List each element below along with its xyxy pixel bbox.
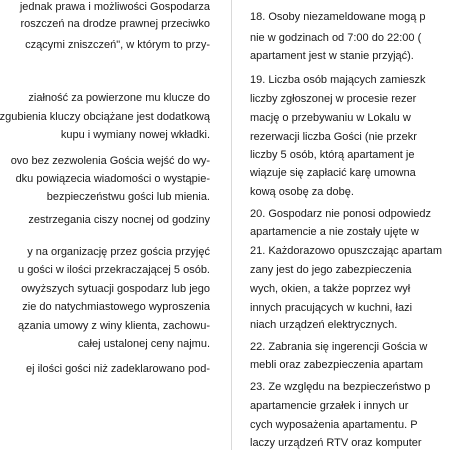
left-text-line: roszczeń na drodze prawnej przeciwko (20, 18, 210, 30)
right-text-line: niach urządzeń elektrycznych. (250, 319, 398, 331)
left-text-line: zestrzegania ciszy nocnej od godziny (28, 214, 210, 226)
left-text-line: u gości w ilości przekraczającej 5 osób. (18, 264, 210, 276)
right-text-line: mację o przebywaniu w Lokalu w (250, 112, 411, 124)
left-text-line: jednak prawa i możliwości Gospodarza (19, 1, 210, 13)
column-divider (231, 0, 232, 450)
left-text-line: czącymi zniszczeń", w którym to przy- (25, 39, 210, 51)
left-text-line: owyższych sytuacji gospodarz lub jego (21, 283, 210, 295)
left-text-line: ziałność za powierzone mu klucze do (28, 92, 210, 104)
right-text-line: 19. Liczba osób mających zamieszk (250, 74, 426, 86)
right-text-line: zany jest do jego zabezpieczenia (250, 264, 412, 276)
right-text-line: 20. Gospodarz nie ponosi odpowiedz (250, 208, 432, 220)
left-text-line: ovo bez zezwolenia Gościa wejść do wy- (10, 155, 210, 167)
left-text-line: całej ustalonej ceny najmu. (77, 338, 210, 350)
right-text-line: liczby 5 osób, którą apartament je (250, 149, 415, 161)
right-text-line: wych, okien, a także poprzez wył (250, 283, 411, 295)
left-text-line: zie do natychmiastowego wyproszenia (22, 301, 210, 313)
left-text-line: y na organizację przez gościa przyjęć (27, 246, 210, 258)
right-text-line: wiązuje się zapłacić karę umowna (250, 167, 416, 179)
left-text-line: dku powiązecia wiadomości o wystąpie- (15, 173, 210, 185)
right-text-line: 21. Każdorazowo opuszczając apartam (250, 245, 442, 257)
left-text-line: kupu i wymiany nowej wkładki. (60, 129, 210, 141)
right-text-line: 22. Zabrania się ingerencji Gościa w (250, 341, 428, 353)
left-text-line: zgubienia kluczy obciążane jest dodatkową (0, 111, 210, 123)
right-text-line: rezerwacji liczba Gości (nie przekr (250, 131, 417, 143)
right-text-line: cych wyposażenia apartamentu. P (250, 419, 418, 431)
left-text-line: ej ilości gości niż zadeklarowano pod- (25, 363, 210, 375)
right-text-line: apartamencie grzałek i innych ur (250, 400, 409, 412)
right-text-line: nie w godzinach od 7:00 do 22:00 ( (250, 32, 422, 44)
right-text-column (250, 0, 450, 450)
left-text-column (0, 0, 212, 450)
right-text-line: 23. Ze względu na bezpieczeństwo p (250, 381, 431, 393)
left-text-line: bezpieczeństwu gości lub mienia. (46, 191, 210, 203)
left-text-line: ązania umowy z winy klienta, zachowu- (18, 320, 210, 332)
right-text-line: kową osobę za dobę. (250, 186, 354, 198)
right-text-line: laczy urządzeń RTV oraz komputer (250, 437, 422, 449)
right-text-line: apartamencie a nie zostały ujęte w (250, 226, 419, 238)
right-text-line: apartament jest w stanie przyjąć). (250, 50, 414, 62)
right-text-line: liczby zgłoszonej w procesie rezer (250, 93, 417, 105)
right-text-line: mebli oraz zabezpieczenia apartam (250, 359, 424, 371)
right-text-line: innych pracujących w kuchni, łazi (250, 302, 413, 314)
right-text-line: 18. Osoby niezameldowane mogą p (250, 11, 426, 23)
